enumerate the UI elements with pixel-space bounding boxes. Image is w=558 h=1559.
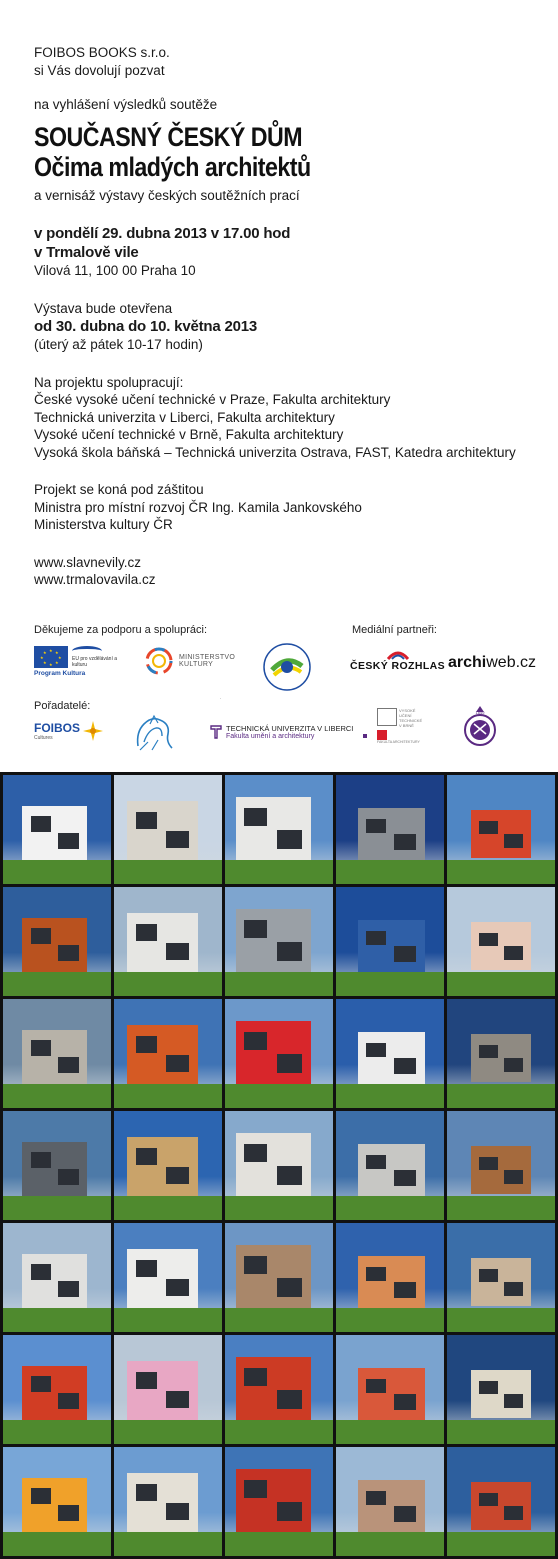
tul-line1: TECHNICKÁ UNIVERZITA V LIBERCI xyxy=(226,724,354,733)
vut-mark-icon xyxy=(377,708,397,726)
grass-strip xyxy=(114,1420,222,1444)
house-window xyxy=(136,1260,157,1276)
media-caption: Mediální partneři: xyxy=(352,624,437,636)
house-window xyxy=(244,808,267,826)
house-window xyxy=(394,1506,415,1522)
house-photo xyxy=(225,999,333,1108)
event-venue: v Trmalově vile xyxy=(34,244,139,261)
swoosh-icon xyxy=(72,646,102,656)
house-photo xyxy=(447,1447,555,1556)
vsb-year: 1849 xyxy=(475,710,485,715)
event-date: v pondělí 29. dubna 2013 v 17.00 hod xyxy=(34,225,291,242)
house-window xyxy=(479,933,497,946)
grass-strip xyxy=(336,1196,444,1220)
house-photo xyxy=(225,1447,333,1556)
grass-strip xyxy=(114,1084,222,1108)
house-window xyxy=(479,1493,497,1506)
house-window xyxy=(366,1379,386,1394)
house-window xyxy=(136,812,157,828)
grass-strip xyxy=(114,860,222,884)
house-window xyxy=(31,1152,50,1167)
grass-strip xyxy=(3,1308,111,1332)
house-photo xyxy=(336,1447,444,1556)
house-window xyxy=(136,1372,157,1388)
grass-strip xyxy=(3,860,111,884)
house-window xyxy=(31,928,50,943)
exhibition-intro: Výstava bude otevřena xyxy=(34,300,173,316)
house-photo xyxy=(3,887,111,996)
house-photo xyxy=(114,1447,222,1556)
grass-strip xyxy=(447,972,555,996)
patronage-item: Ministra pro místní rozvoj ČR Ing. Kamila Jankovského xyxy=(34,499,362,515)
exhibition-hours: (úterý až pátek 10-17 hodin) xyxy=(34,337,203,352)
house-window xyxy=(394,1170,415,1186)
house-window xyxy=(58,1393,79,1409)
grass-strip xyxy=(225,860,333,884)
house-window xyxy=(366,931,386,946)
house-window xyxy=(394,1282,415,1298)
house-photo xyxy=(225,1111,333,1220)
website-link[interactable]: www.slavnevily.cz xyxy=(34,554,142,570)
house-window xyxy=(244,1256,267,1274)
foibos-sun-icon xyxy=(82,720,104,742)
grass-strip xyxy=(225,1084,333,1108)
house-window xyxy=(58,1281,79,1297)
house-window xyxy=(504,1170,523,1184)
house-window xyxy=(166,1391,189,1409)
house-window xyxy=(58,833,79,849)
ministry-regional-emblem-icon xyxy=(262,642,312,692)
archiweb-logo xyxy=(448,654,536,672)
vsb-logo xyxy=(460,704,500,715)
grass-strip xyxy=(225,1532,333,1556)
grass-strip xyxy=(336,972,444,996)
grass-strip xyxy=(447,1420,555,1444)
house-window xyxy=(394,946,415,962)
house-window xyxy=(244,1480,267,1498)
rozhlas-text: ČESKÝ ROZHLAS xyxy=(350,660,446,672)
house-window xyxy=(504,1394,523,1408)
archiweb-bold: archi xyxy=(448,654,487,671)
house-photo xyxy=(3,1447,111,1556)
patronage-item: Ministerstva kultury ČR xyxy=(34,517,173,532)
patronage-intro: Projekt se koná pod záštitou xyxy=(34,482,204,497)
house-window xyxy=(479,1045,497,1058)
foibos-text: FOIBOS xyxy=(34,721,81,735)
eu-program: Program Kultura xyxy=(34,670,86,677)
announcement-line: na vyhlášení výsledků soutěže xyxy=(34,97,218,112)
house-photo xyxy=(3,1335,111,1444)
ministry-culture-line1: MINISTERSTVO xyxy=(179,654,236,661)
cooperation-item: České vysoké učení technické v Praze, Fakulta architektury xyxy=(34,392,391,407)
grass-strip xyxy=(447,1084,555,1108)
cooperation-item: Vysoká škola báňská – Technická univerzita Ostrava, FAST, Katedra architektury xyxy=(34,444,516,460)
ministry-culture-emblem-icon xyxy=(144,646,174,676)
house-photo xyxy=(114,887,222,996)
house-window xyxy=(58,1505,79,1521)
house-window xyxy=(277,1166,301,1186)
house-window xyxy=(58,1169,79,1185)
house-photo xyxy=(447,1111,555,1220)
house-photo xyxy=(114,1223,222,1332)
house-window xyxy=(504,1506,523,1520)
house-photo xyxy=(336,887,444,996)
tul-mark-icon xyxy=(210,725,222,739)
grass-strip xyxy=(225,972,333,996)
grass-strip xyxy=(447,1308,555,1332)
vut-text: VYSOKÉ UČENÍ TECHNICKÉ V BRNĚ xyxy=(399,708,423,728)
ministry-regional-text xyxy=(220,698,221,699)
grass-strip xyxy=(3,1196,111,1220)
website-link[interactable]: www.trmalovavila.cz xyxy=(34,572,156,587)
house-photo xyxy=(225,1335,333,1444)
tul-line2: Fakulta umění a architektury xyxy=(226,733,315,740)
house-window xyxy=(479,821,497,834)
house-window xyxy=(277,942,301,962)
house-window xyxy=(366,1267,386,1282)
house-photo xyxy=(114,1111,222,1220)
house-photo xyxy=(225,775,333,884)
house-window xyxy=(136,1484,157,1500)
vut-fa-logo xyxy=(377,708,425,744)
house-photo xyxy=(225,887,333,996)
event-address: Vilová 11, 100 00 Praha 10 xyxy=(34,263,196,278)
grass-strip xyxy=(336,1308,444,1332)
house-window xyxy=(31,1376,50,1391)
house-window xyxy=(244,1144,267,1162)
house-window xyxy=(136,1036,157,1052)
partner-logos xyxy=(34,624,544,754)
house-window xyxy=(31,1488,50,1503)
cvut-logo xyxy=(132,712,178,752)
house-window xyxy=(244,1032,267,1050)
house-photo xyxy=(336,1111,444,1220)
house-window xyxy=(31,1040,50,1055)
house-window xyxy=(504,1058,523,1072)
cooperation-intro: Na projektu spolupracují: xyxy=(34,374,184,390)
house-window xyxy=(166,1055,189,1073)
grass-strip xyxy=(336,1532,444,1556)
house-photo xyxy=(3,999,111,1108)
grass-strip xyxy=(447,860,555,884)
house-window xyxy=(479,1381,497,1394)
foibos-logo xyxy=(34,720,104,742)
grass-strip xyxy=(114,1532,222,1556)
house-window xyxy=(244,920,267,938)
house-photo xyxy=(3,1111,111,1220)
vut-fa-text: FAKULTA ARCHITEKTURY xyxy=(377,740,420,744)
house-window xyxy=(277,1502,301,1522)
cesky-rozhlas-logo xyxy=(350,650,445,672)
house-photo xyxy=(336,1223,444,1332)
foibos-sub: Cultures xyxy=(34,735,53,741)
ministry-culture-logo xyxy=(144,646,235,676)
cooperation-item: Technická univerzita v Liberci, Fakulta architektury xyxy=(34,409,335,425)
house-window xyxy=(166,831,189,849)
organizers-caption: Pořadatelé: xyxy=(34,700,91,712)
grass-strip xyxy=(447,1196,555,1220)
house-window xyxy=(277,830,301,850)
house-photo-grid xyxy=(0,772,558,1559)
grass-strip xyxy=(336,860,444,884)
event-subtitle: Očima mladých architektů xyxy=(34,151,311,182)
house-window xyxy=(504,946,523,960)
house-photo xyxy=(447,999,555,1108)
house-window xyxy=(394,834,415,850)
house-window xyxy=(277,1278,301,1298)
grass-strip xyxy=(336,1420,444,1444)
house-photo xyxy=(114,775,222,884)
house-photo xyxy=(447,1223,555,1332)
event-title: SOUČASNÝ ČESKÝ DŮM xyxy=(34,121,303,152)
house-window xyxy=(58,945,79,961)
house-window xyxy=(366,1491,386,1506)
house-window xyxy=(136,1148,157,1164)
house-window xyxy=(244,1368,267,1386)
house-photo xyxy=(447,887,555,996)
grass-strip xyxy=(336,1084,444,1108)
house-photo xyxy=(3,1223,111,1332)
grass-strip xyxy=(114,1308,222,1332)
cvut-lion-icon xyxy=(132,712,178,752)
house-photo xyxy=(114,999,222,1108)
grass-strip xyxy=(3,1420,111,1444)
tul-square-icon xyxy=(363,734,367,738)
grass-strip xyxy=(3,1532,111,1556)
grass-strip xyxy=(225,1196,333,1220)
house-window xyxy=(366,1155,386,1170)
house-window xyxy=(394,1394,415,1410)
vut-fa-square-icon xyxy=(377,730,387,740)
house-photo xyxy=(336,999,444,1108)
eu-culture-logo xyxy=(34,646,126,677)
house-window xyxy=(166,1167,189,1185)
ministry-culture-line2: KULTURY xyxy=(179,661,214,668)
house-window xyxy=(366,1043,386,1058)
house-window xyxy=(479,1157,497,1170)
tul-logo xyxy=(210,724,367,740)
exhibition-dates: od 30. dubna do 10. května 2013 xyxy=(34,318,258,335)
cooperation-item: Vysoké učení technické v Brně, Fakulta architektury xyxy=(34,427,344,442)
house-window xyxy=(166,943,189,961)
house-window xyxy=(166,1503,189,1521)
house-window xyxy=(366,819,386,834)
grass-strip xyxy=(225,1420,333,1444)
archiweb-rest: web.cz xyxy=(486,654,537,671)
grass-strip xyxy=(3,1084,111,1108)
eu-flag-icon: ★ ★ ★ ★ ★ ★ ★ ★ xyxy=(34,646,68,668)
house-photo xyxy=(3,775,111,884)
support-caption: Děkujeme za podporu a spolupráci: xyxy=(34,624,208,636)
house-window xyxy=(166,1279,189,1297)
house-window xyxy=(31,816,50,831)
grass-strip xyxy=(225,1308,333,1332)
house-window xyxy=(479,1269,497,1282)
house-photo xyxy=(336,1335,444,1444)
publisher-name: FOIBOS BOOKS s.r.o. xyxy=(34,45,170,60)
ministry-regional-logo xyxy=(260,640,314,694)
house-window xyxy=(31,1264,50,1279)
house-window xyxy=(58,1057,79,1073)
house-window xyxy=(277,1390,301,1410)
house-window xyxy=(394,1058,415,1074)
house-window xyxy=(136,924,157,940)
house-photo xyxy=(447,775,555,884)
house-photo xyxy=(336,775,444,884)
house-photo xyxy=(225,1223,333,1332)
invitation-text xyxy=(34,44,544,589)
house-window xyxy=(504,1282,523,1296)
house-photo xyxy=(447,1335,555,1444)
grass-strip xyxy=(114,972,222,996)
vernissage-line: a vernisáž výstavy českých soutěžních prací xyxy=(34,187,300,203)
grass-strip xyxy=(3,972,111,996)
house-window xyxy=(277,1054,301,1074)
eu-text: EU pro vzdělávání a kulturu xyxy=(72,656,118,668)
invite-line: si Vás dovolují pozvat xyxy=(34,62,165,78)
grass-strip xyxy=(447,1532,555,1556)
rozhlas-mark-icon xyxy=(387,650,409,660)
house-window xyxy=(504,834,523,848)
house-photo xyxy=(114,1335,222,1444)
grass-strip xyxy=(114,1196,222,1220)
